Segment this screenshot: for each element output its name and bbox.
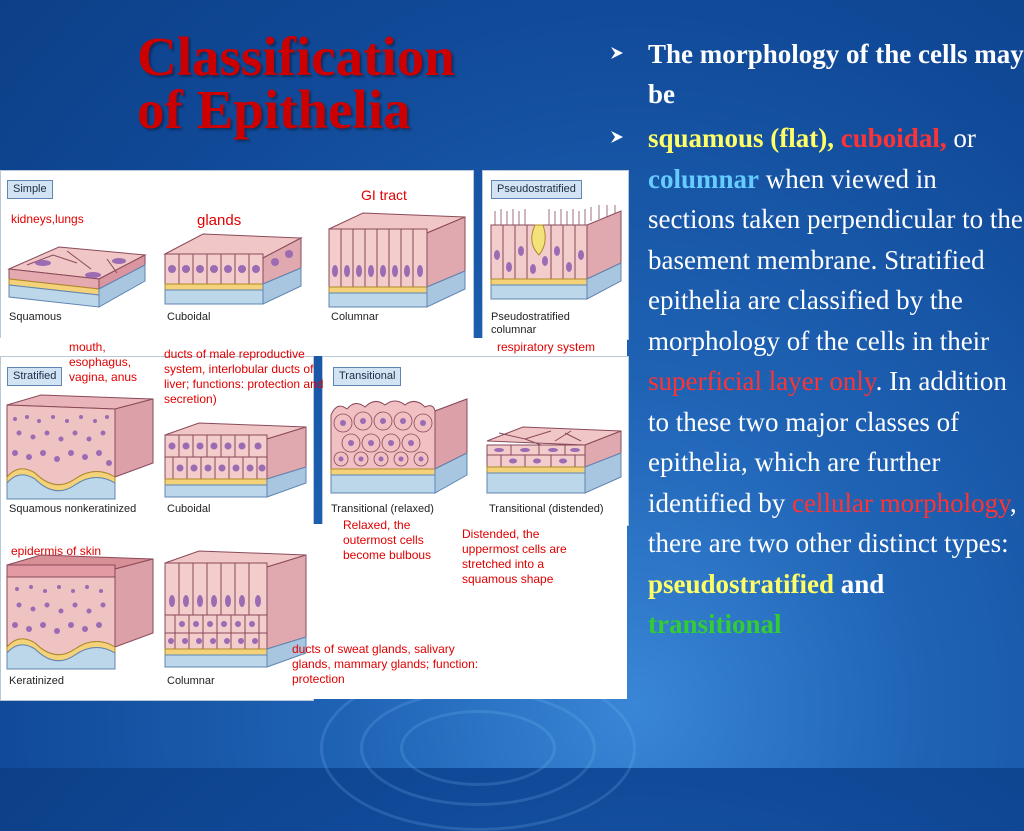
- word-and: and: [840, 568, 885, 599]
- word-or: or: [953, 123, 976, 153]
- caption-squamous: Squamous: [9, 311, 62, 323]
- note-epidermis: epidermis of skin: [11, 544, 102, 558]
- stratified-squamous-nonkeratinized-illustration: [5, 393, 155, 501]
- tag-transitional: Transitional: [333, 367, 401, 386]
- bullet-text-3: , there are two other distinct types:: [648, 487, 1017, 558]
- term-columnar: columnar: [648, 163, 759, 194]
- caption-stratified-cuboidal: Cuboidal: [167, 503, 211, 515]
- panel-transitional: [322, 356, 629, 526]
- caption-pseudostratified-2: columnar: [491, 324, 537, 336]
- tag-stratified: Stratified: [7, 367, 62, 386]
- note-glands: glands: [197, 212, 242, 229]
- caption-cuboidal: Cuboidal: [167, 311, 211, 323]
- tag-simple: Simple: [7, 180, 53, 199]
- term-squamous: squamous (flat),: [648, 123, 835, 153]
- bullet-text: The morphology of the cells may be: [648, 39, 1024, 109]
- caption-pseudostratified-1: Pseudostratified: [491, 311, 570, 323]
- slide-title: [137, 26, 517, 140]
- bullet-item-types: [610, 118, 1024, 645]
- columnar-epithelium-illustration: [327, 209, 467, 311]
- bullet-list: [610, 34, 1024, 768]
- caption-squamous-nonkeratinized: Squamous nonkeratinized: [9, 503, 137, 515]
- term-superficial-layer: superficial layer only: [648, 366, 876, 396]
- term-transitional: transitional: [648, 609, 782, 639]
- caption-transitional-relaxed: Transitional (relaxed): [331, 503, 434, 515]
- panel-stratified: [0, 356, 314, 701]
- cuboidal-epithelium-illustration: [163, 226, 303, 311]
- note-sweat-glands: ducts of sweat glands, salivary glands, mammary glands; function: protection: [292, 642, 479, 686]
- note-ducts-male: ducts of male reproductive system, interlobular ducts of liver; functions: protection and secretion): [164, 347, 324, 406]
- pseudostratified-epithelium-illustration: [489, 203, 623, 305]
- note-distended: Distended, the uppermost cells are stretched into a squamous shape: [462, 527, 567, 586]
- note-relaxed: Relaxed, the outermost cells become bulbous: [343, 518, 432, 562]
- note-respiratory-system: respiratory system: [497, 340, 596, 354]
- panel-pseudostratified: [482, 170, 629, 340]
- note-kidneys-lungs: kidneys,lungs: [11, 212, 84, 226]
- arrow-bullet-icon: [610, 130, 624, 144]
- term-cellular-morphology: cellular morphology: [791, 487, 1010, 518]
- transitional-distended-illustration: [485, 423, 623, 499]
- bullet-text-1: when viewed in sections taken perpendicular to the basement membrane. Stratified epithelia are classified by the morphology of the cells in their: [648, 163, 1023, 356]
- transitional-relaxed-illustration: [329, 393, 469, 499]
- term-pseudostratified: pseudostratified: [648, 568, 835, 599]
- tag-pseudostratified: Pseudostratified: [491, 180, 582, 199]
- note-gi-tract: GI tract: [361, 187, 407, 203]
- caption-stratified-columnar: Columnar: [167, 675, 215, 687]
- stratified-cuboidal-illustration: [163, 419, 308, 501]
- bullet-text-2: . In addition to these two major classes of epithelia, which are further identified by: [648, 366, 1007, 518]
- stratified-columnar-illustration: [163, 549, 308, 671]
- title-line-2: of Epithelia: [137, 79, 411, 140]
- arrow-bullet-icon: [610, 46, 624, 60]
- stratified-squamous-keratinized-illustration: [5, 553, 155, 671]
- caption-keratinized: Keratinized: [9, 675, 65, 687]
- term-cuboidal: cuboidal,: [840, 123, 947, 153]
- caption-transitional-distended: Transitional (distended): [489, 503, 604, 515]
- squamous-epithelium-illustration: [7, 233, 147, 313]
- caption-columnar: Columnar: [331, 311, 379, 323]
- note-mouth-esophagus: mouth, esophagus, vagina, anus: [69, 340, 138, 384]
- title-line-1: Classification: [137, 26, 455, 87]
- bullet-item-morphology: [610, 34, 1024, 114]
